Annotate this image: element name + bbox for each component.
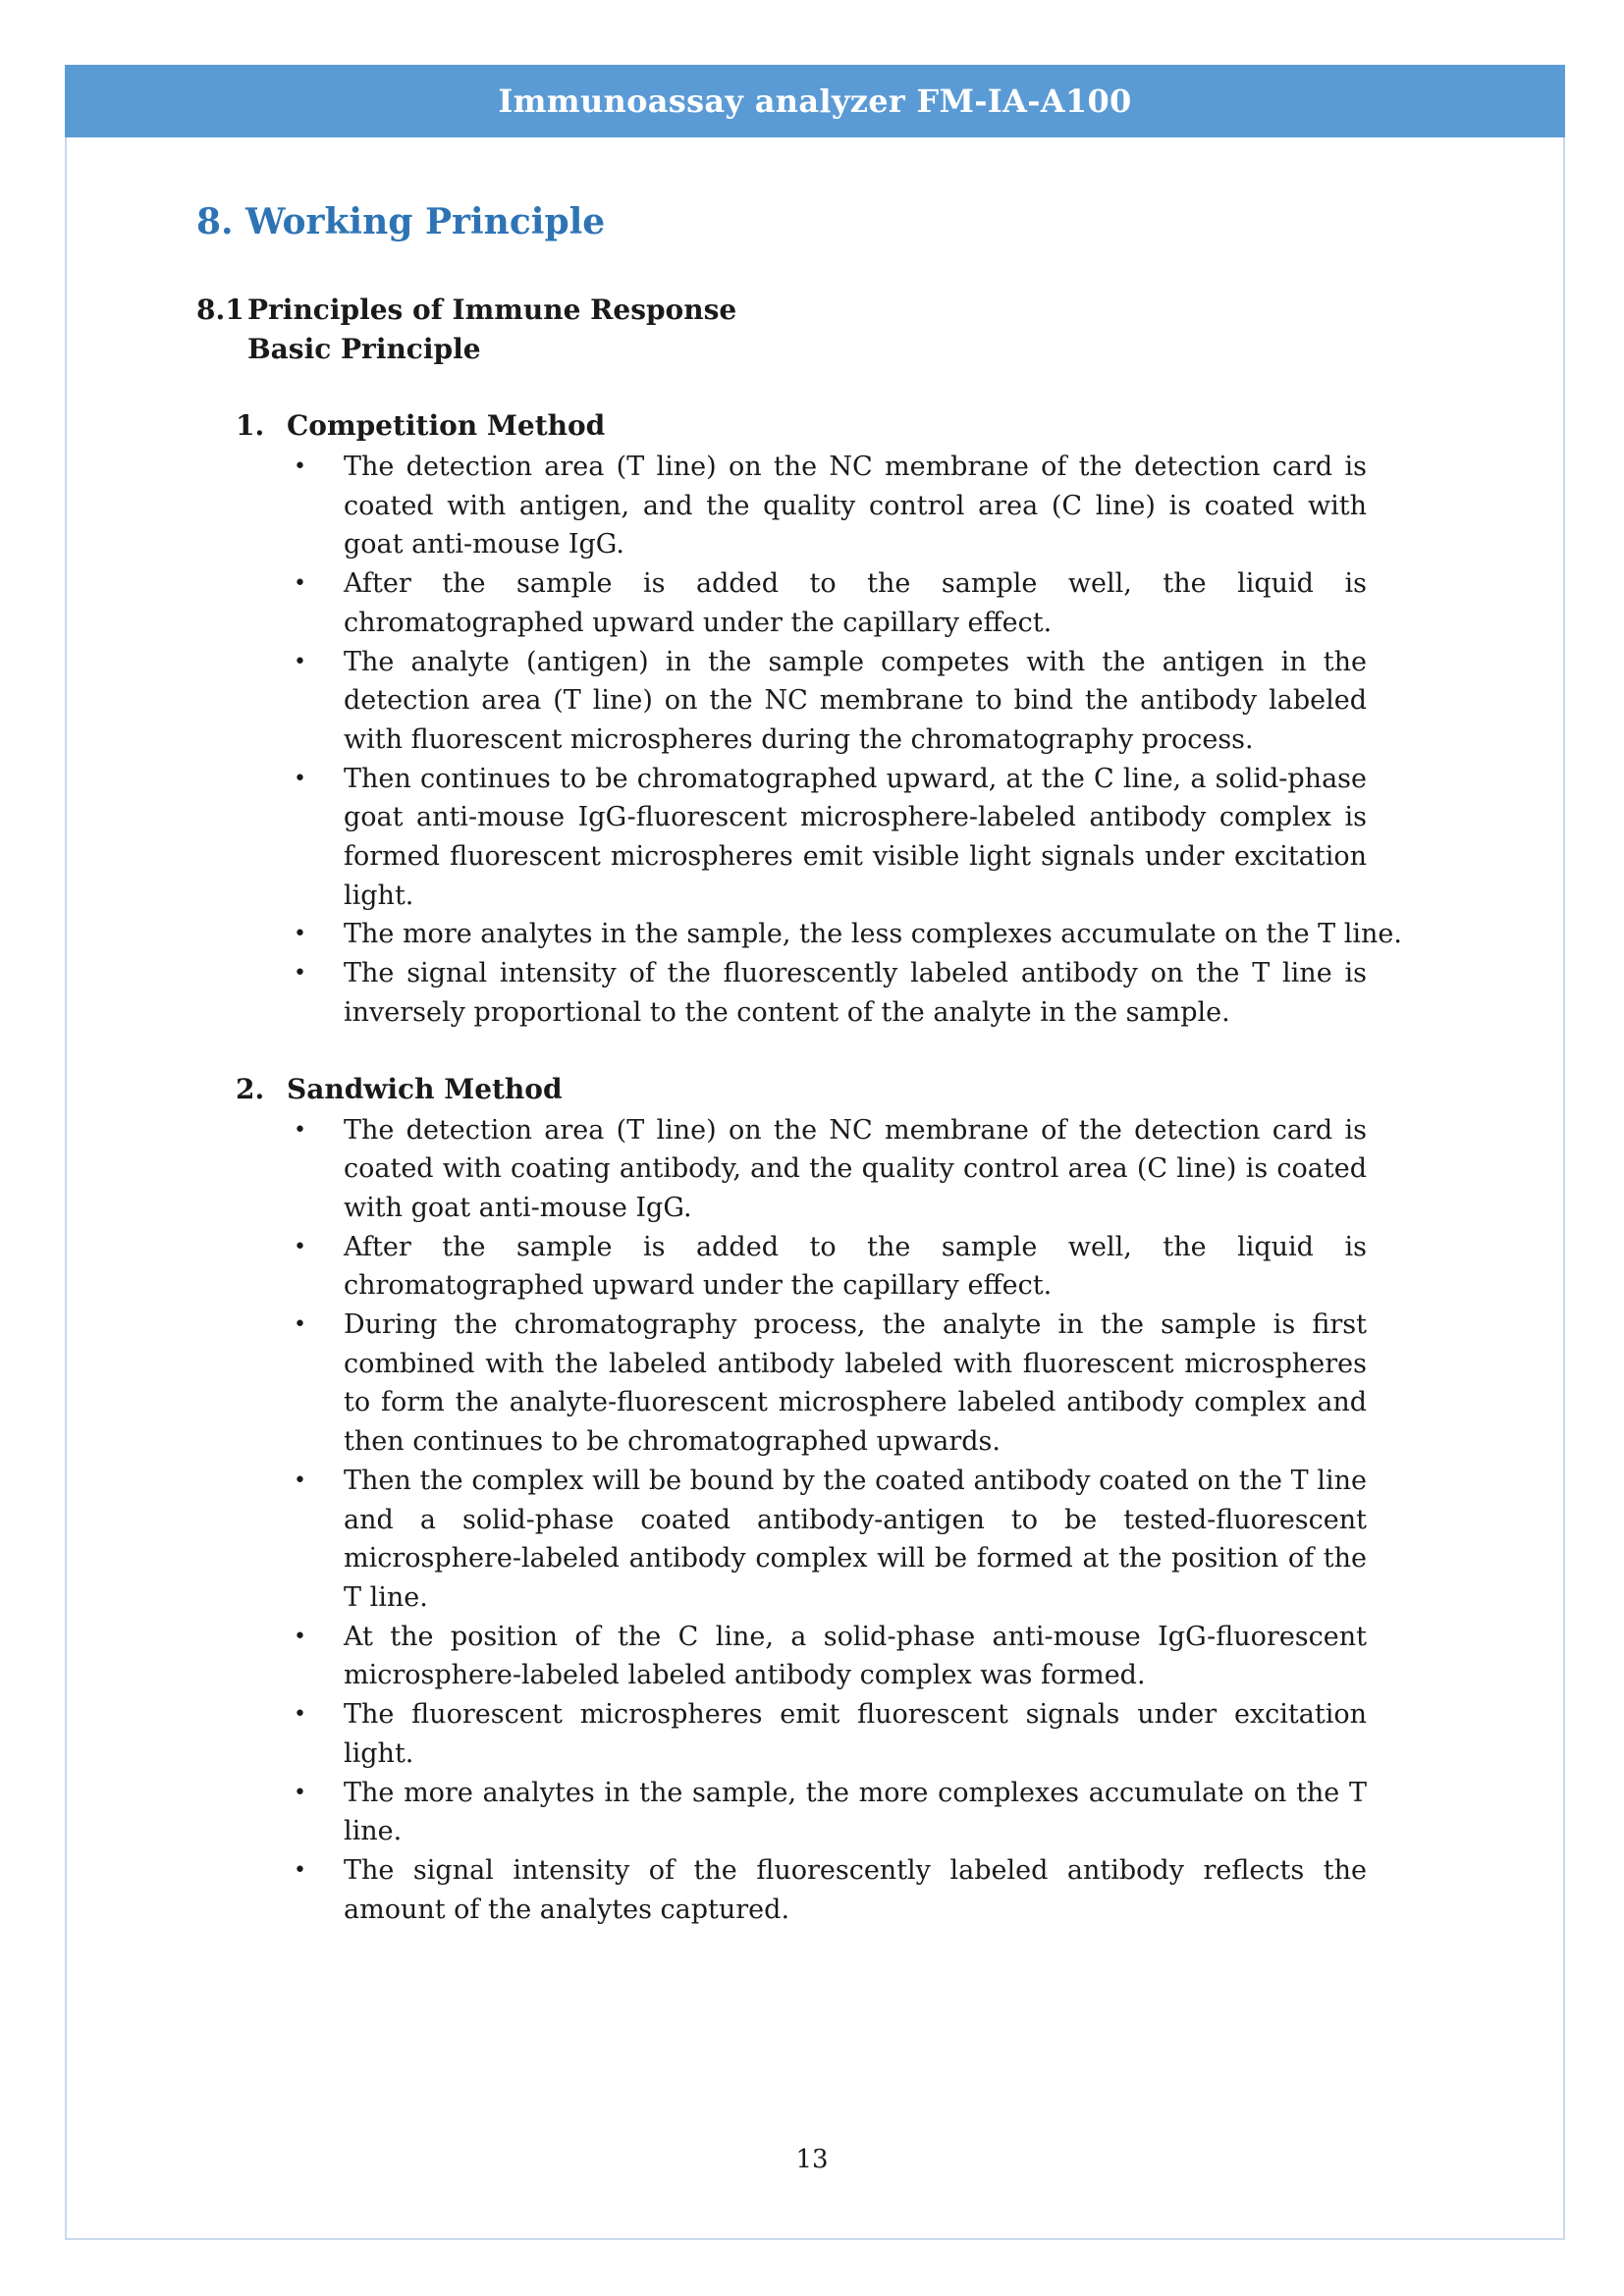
list-item bbox=[294, 954, 1367, 1032]
list-item-text: The more analytes in the sample, the more complexes accumulate on the T line. bbox=[344, 1777, 1367, 1847]
bullet-icon: • bbox=[294, 1780, 306, 1805]
method-heading bbox=[236, 406, 1463, 446]
list-item-text: The fluorescent microspheres emit fluorescent signals under excitation light. bbox=[344, 1699, 1367, 1769]
bullet-list bbox=[196, 1111, 1367, 1930]
list-item bbox=[294, 1618, 1367, 1695]
list-item bbox=[294, 1111, 1367, 1228]
list-item bbox=[294, 1306, 1367, 1462]
list-item-text: Then the complex will be bound by the coated antibody coated on the T line and a solid-phase coated antibody-antigen to be tested-fluorescent microsphere-labeled antibody complex will be formed at the position of the T line. bbox=[344, 1465, 1367, 1613]
list-item bbox=[294, 760, 1367, 916]
list-item-text: Then continues to be chromatographed upward, at the C line, a solid-phase goat anti-mouse IgG-fluorescent microsphere-labeled antibody complex is formed fluorescent microspheres emit visible light signals under excitation light. bbox=[344, 763, 1367, 911]
subsection-subtitle: Basic Principle bbox=[247, 333, 481, 365]
bullet-icon: • bbox=[294, 1857, 306, 1883]
bullet-icon: • bbox=[294, 571, 306, 597]
page-number: 13 bbox=[795, 2145, 829, 2174]
bullet-list bbox=[196, 448, 1402, 1033]
bullet-icon: • bbox=[294, 1312, 306, 1338]
subsection-heading bbox=[196, 291, 1463, 330]
section-title: Working Principle bbox=[245, 201, 606, 242]
subsection-title: Principles of Immune Response bbox=[247, 294, 737, 326]
list-item bbox=[294, 564, 1367, 642]
method-sandwich bbox=[196, 1070, 1463, 1930]
content-area bbox=[196, 192, 1463, 1966]
method-title: Sandwich Method bbox=[287, 1072, 563, 1105]
method-heading bbox=[236, 1070, 1463, 1109]
method-competition bbox=[196, 406, 1463, 1033]
list-item bbox=[294, 1774, 1367, 1851]
list-item-text: The signal intensity of the fluorescently labeled antibody reflects the amount of the analytes captured. bbox=[344, 1854, 1367, 1925]
list-item-text: The signal intensity of the fluorescently labeled antibody on the T line is inversely proportional to the content of the analyte in the sample. bbox=[344, 958, 1367, 1028]
list-item bbox=[294, 1851, 1367, 1929]
header-bar bbox=[65, 65, 1565, 137]
bullet-icon: • bbox=[294, 961, 306, 987]
bullet-icon: • bbox=[294, 1702, 306, 1728]
list-item bbox=[294, 643, 1367, 760]
list-item-text: The detection area (T line) on the NC membrane of the detection card is coated with antigen, and the quality control area (C line) is coated with goat anti-mouse IgG. bbox=[344, 452, 1367, 561]
list-item bbox=[294, 448, 1367, 564]
bullet-icon: • bbox=[294, 766, 306, 791]
bullet-icon: • bbox=[294, 1624, 306, 1649]
document-title: Immunoassay analyzer FM-IA-A100 bbox=[498, 82, 1132, 120]
bullet-icon: • bbox=[294, 649, 306, 674]
list-item-text: After the sample is added to the sample well, the liquid is chromatographed upward under the capillary effect. bbox=[344, 568, 1367, 638]
list-item-text: The analyte (antigen) in the sample competes with the antigen in the detection area (T line) on the NC membrane to bind the antibody labeled with fluorescent microspheres during the chromatography process. bbox=[344, 646, 1367, 755]
bullet-icon: • bbox=[294, 1468, 306, 1493]
list-item bbox=[294, 1695, 1367, 1773]
list-item-text: The detection area (T line) on the NC membrane of the detection card is coated with coating antibody, and the quality control area (C line) is coated with goat anti-mouse IgG. bbox=[344, 1114, 1367, 1223]
method-number: 1. bbox=[236, 409, 265, 442]
list-item bbox=[294, 1228, 1367, 1306]
bullet-icon: • bbox=[294, 922, 306, 947]
bullet-icon: • bbox=[294, 1117, 306, 1143]
section-number: 8. bbox=[196, 201, 234, 242]
list-item-text: During the chromatography process, the analyte in the sample is first combined with the labeled antibody labeled with fluorescent microspheres to form the analyte-fluorescent microsphere labeled antibody complex and then continues to be chromatographed upwards. bbox=[344, 1309, 1367, 1458]
list-item-text: After the sample is added to the sample well, the liquid is chromatographed upward under the capillary effect. bbox=[344, 1231, 1367, 1302]
section-heading bbox=[196, 192, 1463, 251]
bullet-icon: • bbox=[294, 454, 306, 479]
list-item bbox=[294, 915, 1402, 954]
list-item-text: The more analytes in the sample, the less complexes accumulate on the T line. bbox=[344, 919, 1402, 950]
list-item bbox=[294, 1462, 1367, 1618]
method-number: 2. bbox=[236, 1072, 265, 1105]
bullet-icon: • bbox=[294, 1234, 306, 1259]
list-item-text: At the position of the C line, a solid-phase anti-mouse IgG-fluorescent microsphere-labeled labeled antibody complex was formed. bbox=[344, 1621, 1367, 1691]
subsection-number: 8.1 bbox=[196, 294, 244, 326]
method-title: Competition Method bbox=[287, 409, 606, 442]
